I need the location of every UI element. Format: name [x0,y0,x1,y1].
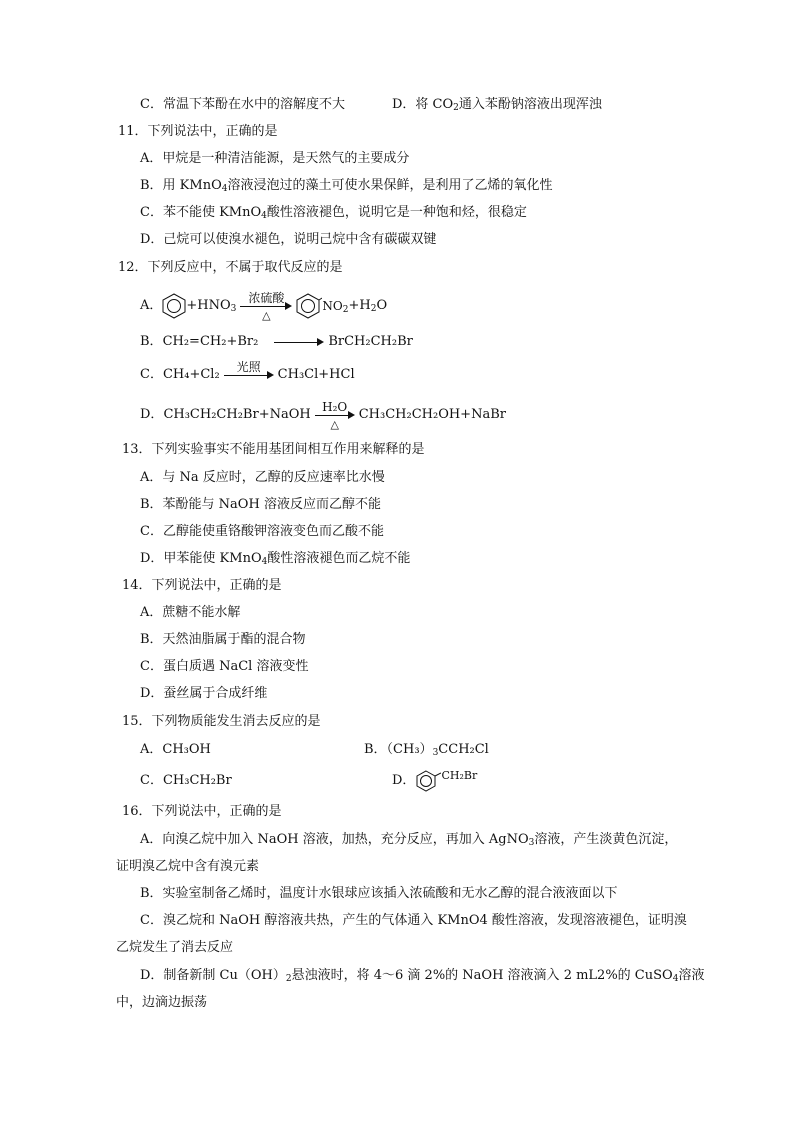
q16-a-post: 溶液，产生淡黄色沉淀， [534,832,678,847]
q15-b-post: CCH₂Cl [438,742,489,757]
q12-a-reagent-text: +HNO [186,298,231,313]
reaction-arrow [224,360,274,384]
q12-a-nitro-sub: 2 [342,305,349,315]
q12-d-condition-below: △ [330,418,339,431]
q16-option-a-line2: 证明溴乙烷中含有溴元素 [116,859,260,874]
q11-option-a: A．甲烷是一种清洁能源，是天然气的主要成分 [140,151,410,166]
benzene-ring-icon [162,293,186,319]
q12-c-label: C． [140,367,163,382]
q12-d-rhs: CH₃CH₂CH₂OH+NaBr [358,407,506,422]
q12-d-label: D． [140,407,164,422]
q13-option-c: C．乙醇能使重铬酸钾溶液变色而乙酸不能 [140,524,384,539]
q12-a-nitro-group [322,297,348,315]
q11-option-c [140,204,527,222]
q12-option-d [140,400,506,431]
q11-b-pre: B．用 KMnO [140,178,222,193]
reaction-arrow [274,333,324,351]
q16-option-c-line2: 乙烷发生了消去反应 [116,940,234,955]
q11-c-pre: C．苯不能使 KMnO [140,205,262,220]
q12-c-condition-above: 光照 [236,360,261,374]
q12-a-reagent-sub: 3 [230,304,237,314]
q12-a-product [348,297,387,315]
q16-option-b: B．实验室制备乙烯时，温度计水银球应该插入浓硫酸和无水乙醇的混合液液面以下 [140,886,618,901]
q16-option-c-line1: C．溴乙烷和 NaOH 醇溶液共热，产生的气体通入 KMnO4 酸性溶液，发现溶液褪色，证明溴 [140,913,687,928]
q13-option-b: B．苯酚能与 NaOH 溶液反应而乙醇不能 [140,497,381,512]
q14-option-d: D．蚕丝属于合成纤维 [140,686,268,701]
q15-option-c: C．CH₃CH₂Br [140,773,232,788]
reaction-arrow [315,400,355,431]
q15-stem: 15．下列物质能发生消去反应的是 [122,714,321,729]
q16-a-sub: 3 [528,838,535,848]
q15-option-a: A．CH₃OH [140,742,211,757]
q13-stem: 13．下列实验事实不能用基团间相互作用来解释的是 [122,442,425,457]
q12-option-b [140,333,413,351]
reaction-arrow [240,291,292,322]
q12-a-reagent [186,297,236,315]
q16-option-a-line1 [140,831,677,849]
q15-option-b [364,741,489,759]
q12-stem: 12．下列反应中，不属于取代反应的是 [118,260,343,275]
q10-d-post: 通入苯酚钠溶液出现浑浊 [458,97,602,112]
q12-d-condition-above: H₂O [322,400,348,414]
q12-a-product-text: +H [348,298,371,313]
q16-a-pre: A．向溴乙烷中加入 NaOH 溶液，加热，充分反应，再加入 AgNO [140,832,529,847]
q14-option-b: B．天然油脂属于酯的混合物 [140,632,306,647]
q13-d-pre: D．甲苯能使 KMnO [140,551,262,566]
q13-option-a: A．与 Na 反应时，乙醇的反应速率比水慢 [140,470,385,485]
benzene-ring-icon [296,293,322,319]
q16-stem: 16．下列说法中，正确的是 [122,804,282,819]
q11-c-sub: 4 [261,211,267,221]
q12-d-lhs: CH₃CH₂CH₂Br+NaOH [163,407,311,422]
q12-b-lhs: CH₂=CH₂+Br₂ [162,334,259,349]
q10-d-sub: 2 [453,103,459,113]
q12-c-lhs: CH₄+Cl₂ [162,367,220,382]
q11-b-post: 溶液浸泡过的藻土可使水果保鲜，是利用了乙烯的氧化性 [227,178,553,193]
q10-option-d [392,96,602,114]
q12-c-rhs: CH₃Cl+HCl [277,367,355,382]
q10-option-c: C．常温下苯酚在水中的溶解度不大 [140,97,345,112]
q12-a-label: A． [140,298,163,313]
q15-d-group: CH₂Br [441,769,478,782]
q12-a-condition-below: △ [262,309,271,322]
q15-option-d [392,768,477,794]
q13-d-sub: 4 [261,557,268,567]
q11-option-d: D．己烷可以使溴水褪色，说明己烷中含有碳碳双键 [140,232,437,247]
q16-option-d-line2: 中，边滴边振荡 [116,995,208,1010]
q11-c-post: 酸性溶液褪色，说明它是一种饱和烃，很稳定 [266,205,527,220]
q12-a-condition-above: 浓硫酸 [248,291,285,305]
q16-d-post: 溶液 [678,968,705,983]
q14-option-c: C．蛋白质遇 NaCl 溶液变性 [140,659,309,674]
q12-b-rhs: BrCH₂CH₂Br [328,334,413,349]
q11-b-sub: 4 [221,184,228,194]
q13-d-post: 酸性溶液褪色而乙烷不能 [267,551,411,566]
q11-stem: 11．下列说法中，正确的是 [118,124,278,139]
q16-d-pre: D．制备新制 Cu（OH） [140,968,286,983]
q16-d-mid: 悬浊液时，将 4～6 滴 2%的 NaOH 溶液滴入 2 mL2%的 CuSO [291,968,673,983]
q12-a-product-sub: 2 [370,304,377,314]
q16-option-d-line1 [140,967,704,985]
q11-option-b [140,177,553,195]
q16-d-sub2: 4 [672,974,679,984]
q16-d-sub: 2 [285,974,292,984]
q12-b-label: B． [140,334,163,349]
q12-a-nitro-text: NO [322,299,343,313]
q15-b-sub: 3 [432,748,439,758]
q10-d-pre: D．将 CO [392,97,454,112]
q12-a-product-post: O [376,298,388,313]
q14-stem: 14．下列说法中，正确的是 [122,578,282,593]
q15-b-pre: B．（CH₃） [364,742,433,757]
benzene-ring-icon [415,770,441,792]
q12-option-a [140,292,387,320]
q13-option-d [140,550,410,568]
q12-option-c [140,360,355,384]
q14-option-a: A．蔗糖不能水解 [140,605,241,620]
q15-d-label: D． [392,773,416,788]
